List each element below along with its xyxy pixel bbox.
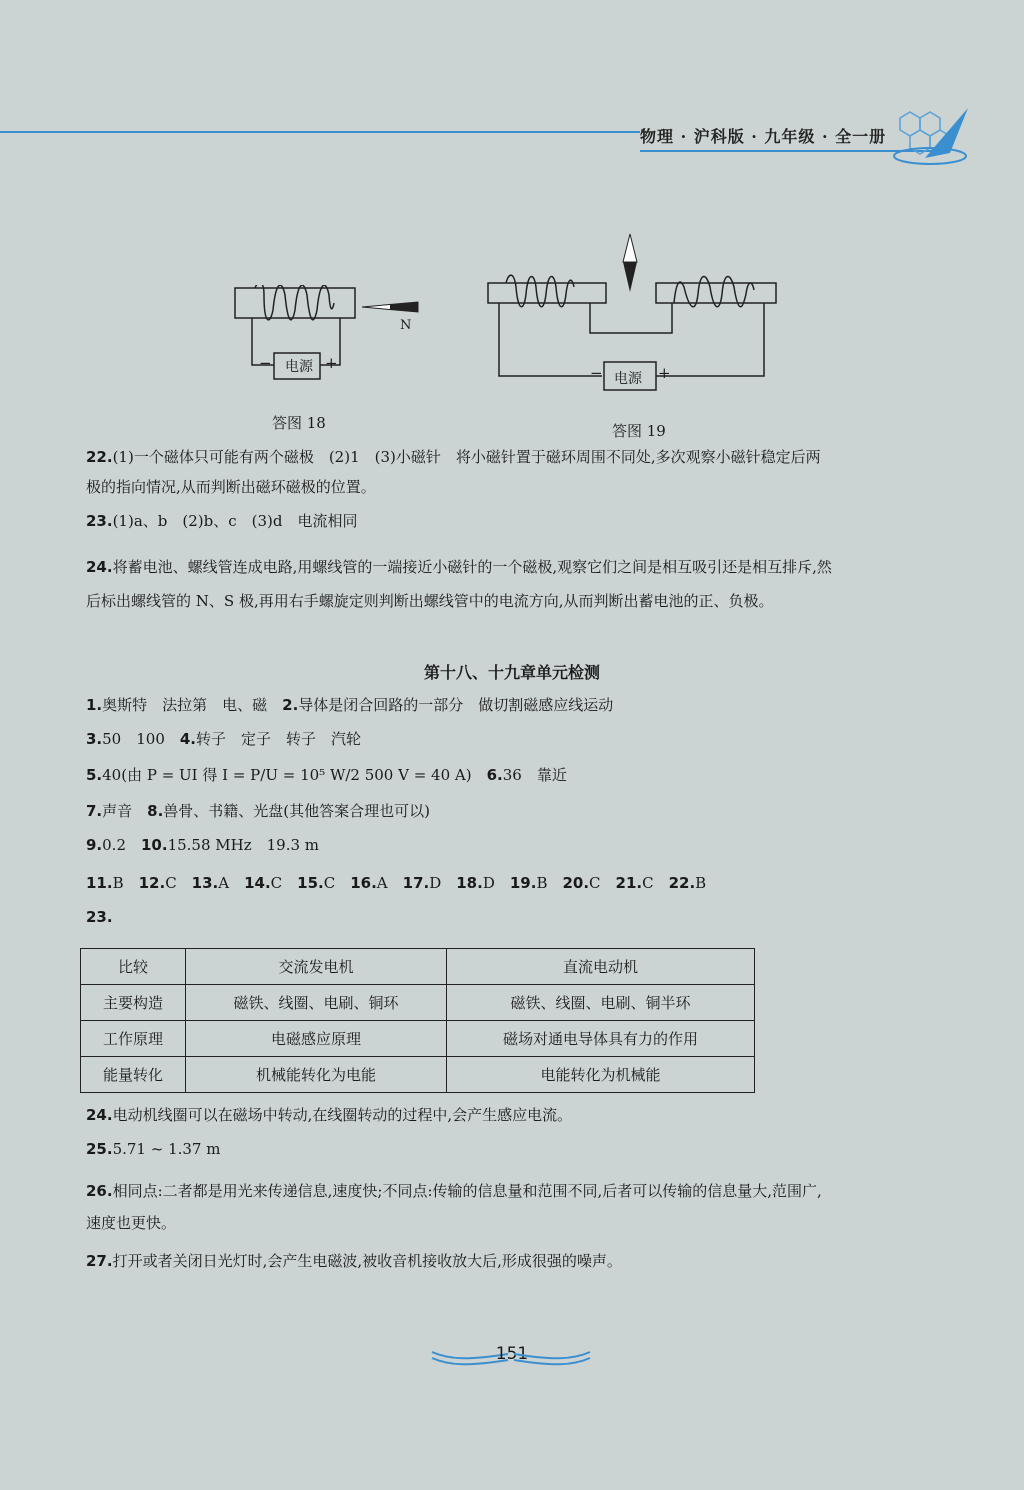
table-header-row [81,949,755,985]
mc-number: 14. [244,874,271,892]
section-title: 第十八、十九章单元检测 [423,663,600,682]
answer-23-label: 23. [86,908,113,926]
fig18-caption: 答图 18 [272,414,326,432]
mc-answer: B [112,874,139,892]
mc-answer: A [218,874,245,892]
multiple-choice-answers [86,872,706,894]
section-line-3: 5.40(由 P = UI 得 I = P/U = 10⁵ W/2 500 V = 40 A) 6.36 靠近 [86,766,567,784]
table-cell: 工作原理 [81,1021,186,1057]
answer-22-cont: 极的指向情况,从而判断出磁环磁极的位置。 [86,478,376,496]
book-info: 物理 · 沪科版 · 九年级 · 全一册 [640,127,887,146]
section-line-4: 7.声音 8.兽骨、书籍、光盘(其他答案合理也可以) [86,802,431,820]
section-line-1: 1.奥斯特 法拉第 电、磁 2.导体是闭合回路的一部分 做切割磁感应线运动 [86,696,614,714]
mc-number: 15. [297,874,324,892]
section-line-5: 9.0.2 10.15.58 MHz 19.3 m [86,836,320,854]
mc-answer: D [482,874,510,892]
fig18-pole-label: N [400,318,412,333]
table-header-cell: 直流电动机 [447,949,755,985]
fig18-power-label: 电源 [285,359,313,375]
answer-22: 22.(1)一个磁体只可能有两个磁极 (2)1 (3)小磁针 将小磁针置于磁环周围不同处,多次观察小磁针稳定后两 [86,448,821,466]
table-header-cell: 比较 [81,949,186,985]
table-header-cell: 交流发电机 [186,949,447,985]
mc-number: 18. [456,874,483,892]
mc-answer: B [536,874,563,892]
fig18-plus: + [325,354,338,372]
mc-number: 21. [615,874,643,892]
table-cell: 磁铁、线圈、电刷、铜半环 [447,985,755,1021]
section-line-2: 3.50 100 4.转子 定子 转子 汽轮 [86,730,362,748]
book-logo-icon [880,98,975,178]
fig19-plus: + [658,364,671,382]
answer-24-cont: 后标出螺线管的 N、S 极,再用右手螺旋定则判断出螺线管中的电流方向,从而判断出蓄电池的正、负极。 [86,592,774,610]
table-cell: 能量转化 [81,1057,186,1093]
answer-b25: 25.5.71 ~ 1.37 m [86,1140,221,1158]
mc-answer: C [165,874,192,892]
mc-answer: C [642,874,669,892]
answer-b27: 27.打开或者关闭日光灯时,会产生电磁波,被收音机接收放大后,形成很强的噪声。 [86,1252,622,1270]
right-wave-icon [512,1346,592,1366]
header-rule-left [0,131,640,133]
table-cell: 电磁感应原理 [186,1021,447,1057]
table-row [81,1057,755,1093]
mc-answer: C [270,874,298,892]
answer-b24: 24.电动机线圈可以在磁场中转动,在线圈转动的过程中,会产生感应电流。 [86,1106,573,1124]
table-cell: 机械能转化为电能 [186,1057,447,1093]
answer-24: 24.将蓄电池、螺线管连成电路,用螺线管的一端接近小磁针的一个磁极,观察它们之间是相互吸引还是相互排斥,然 [86,558,832,576]
fig19-caption: 答图 19 [612,422,666,440]
mc-number: 16. [350,874,377,892]
mc-number: 13. [191,874,219,892]
answer-b26: 26.相同点:二者都是用光来传递信息,速度快;不同点:传输的信息量和范围不同,后者可以传输的信息量大,范围广, [86,1182,822,1200]
fig19-minus: − [590,364,603,382]
table-cell: 主要构造 [81,985,186,1021]
mc-answer: D [429,874,457,892]
fig18-minus: − [259,354,272,372]
mc-answer: C [589,874,616,892]
table-cell: 电能转化为机械能 [447,1057,755,1093]
mc-answer: C [323,874,351,892]
table-row [81,985,755,1021]
mc-answer: A [376,874,403,892]
table-cell: 磁场对通电导体具有力的作用 [447,1021,755,1057]
table-row [81,1021,755,1057]
mc-number: 20. [562,874,590,892]
table-cell: 磁铁、线圈、电刷、铜环 [186,985,447,1021]
mc-number: 17. [402,874,430,892]
mc-number: 22. [668,874,696,892]
answer-b26-cont: 速度也更快。 [86,1214,177,1232]
page-number: 151 [495,1344,529,1364]
mc-number: 11. [86,874,113,892]
mc-answer: B [695,874,707,892]
figure-18-diagram [230,285,430,395]
answer-23: 23.(1)a、b (2)b、c (3)d 电流相同 [86,512,358,530]
comparison-table [80,948,755,1093]
fig19-power-label: 电源 [614,371,642,387]
mc-number: 12. [138,874,166,892]
mc-number: 19. [509,874,537,892]
